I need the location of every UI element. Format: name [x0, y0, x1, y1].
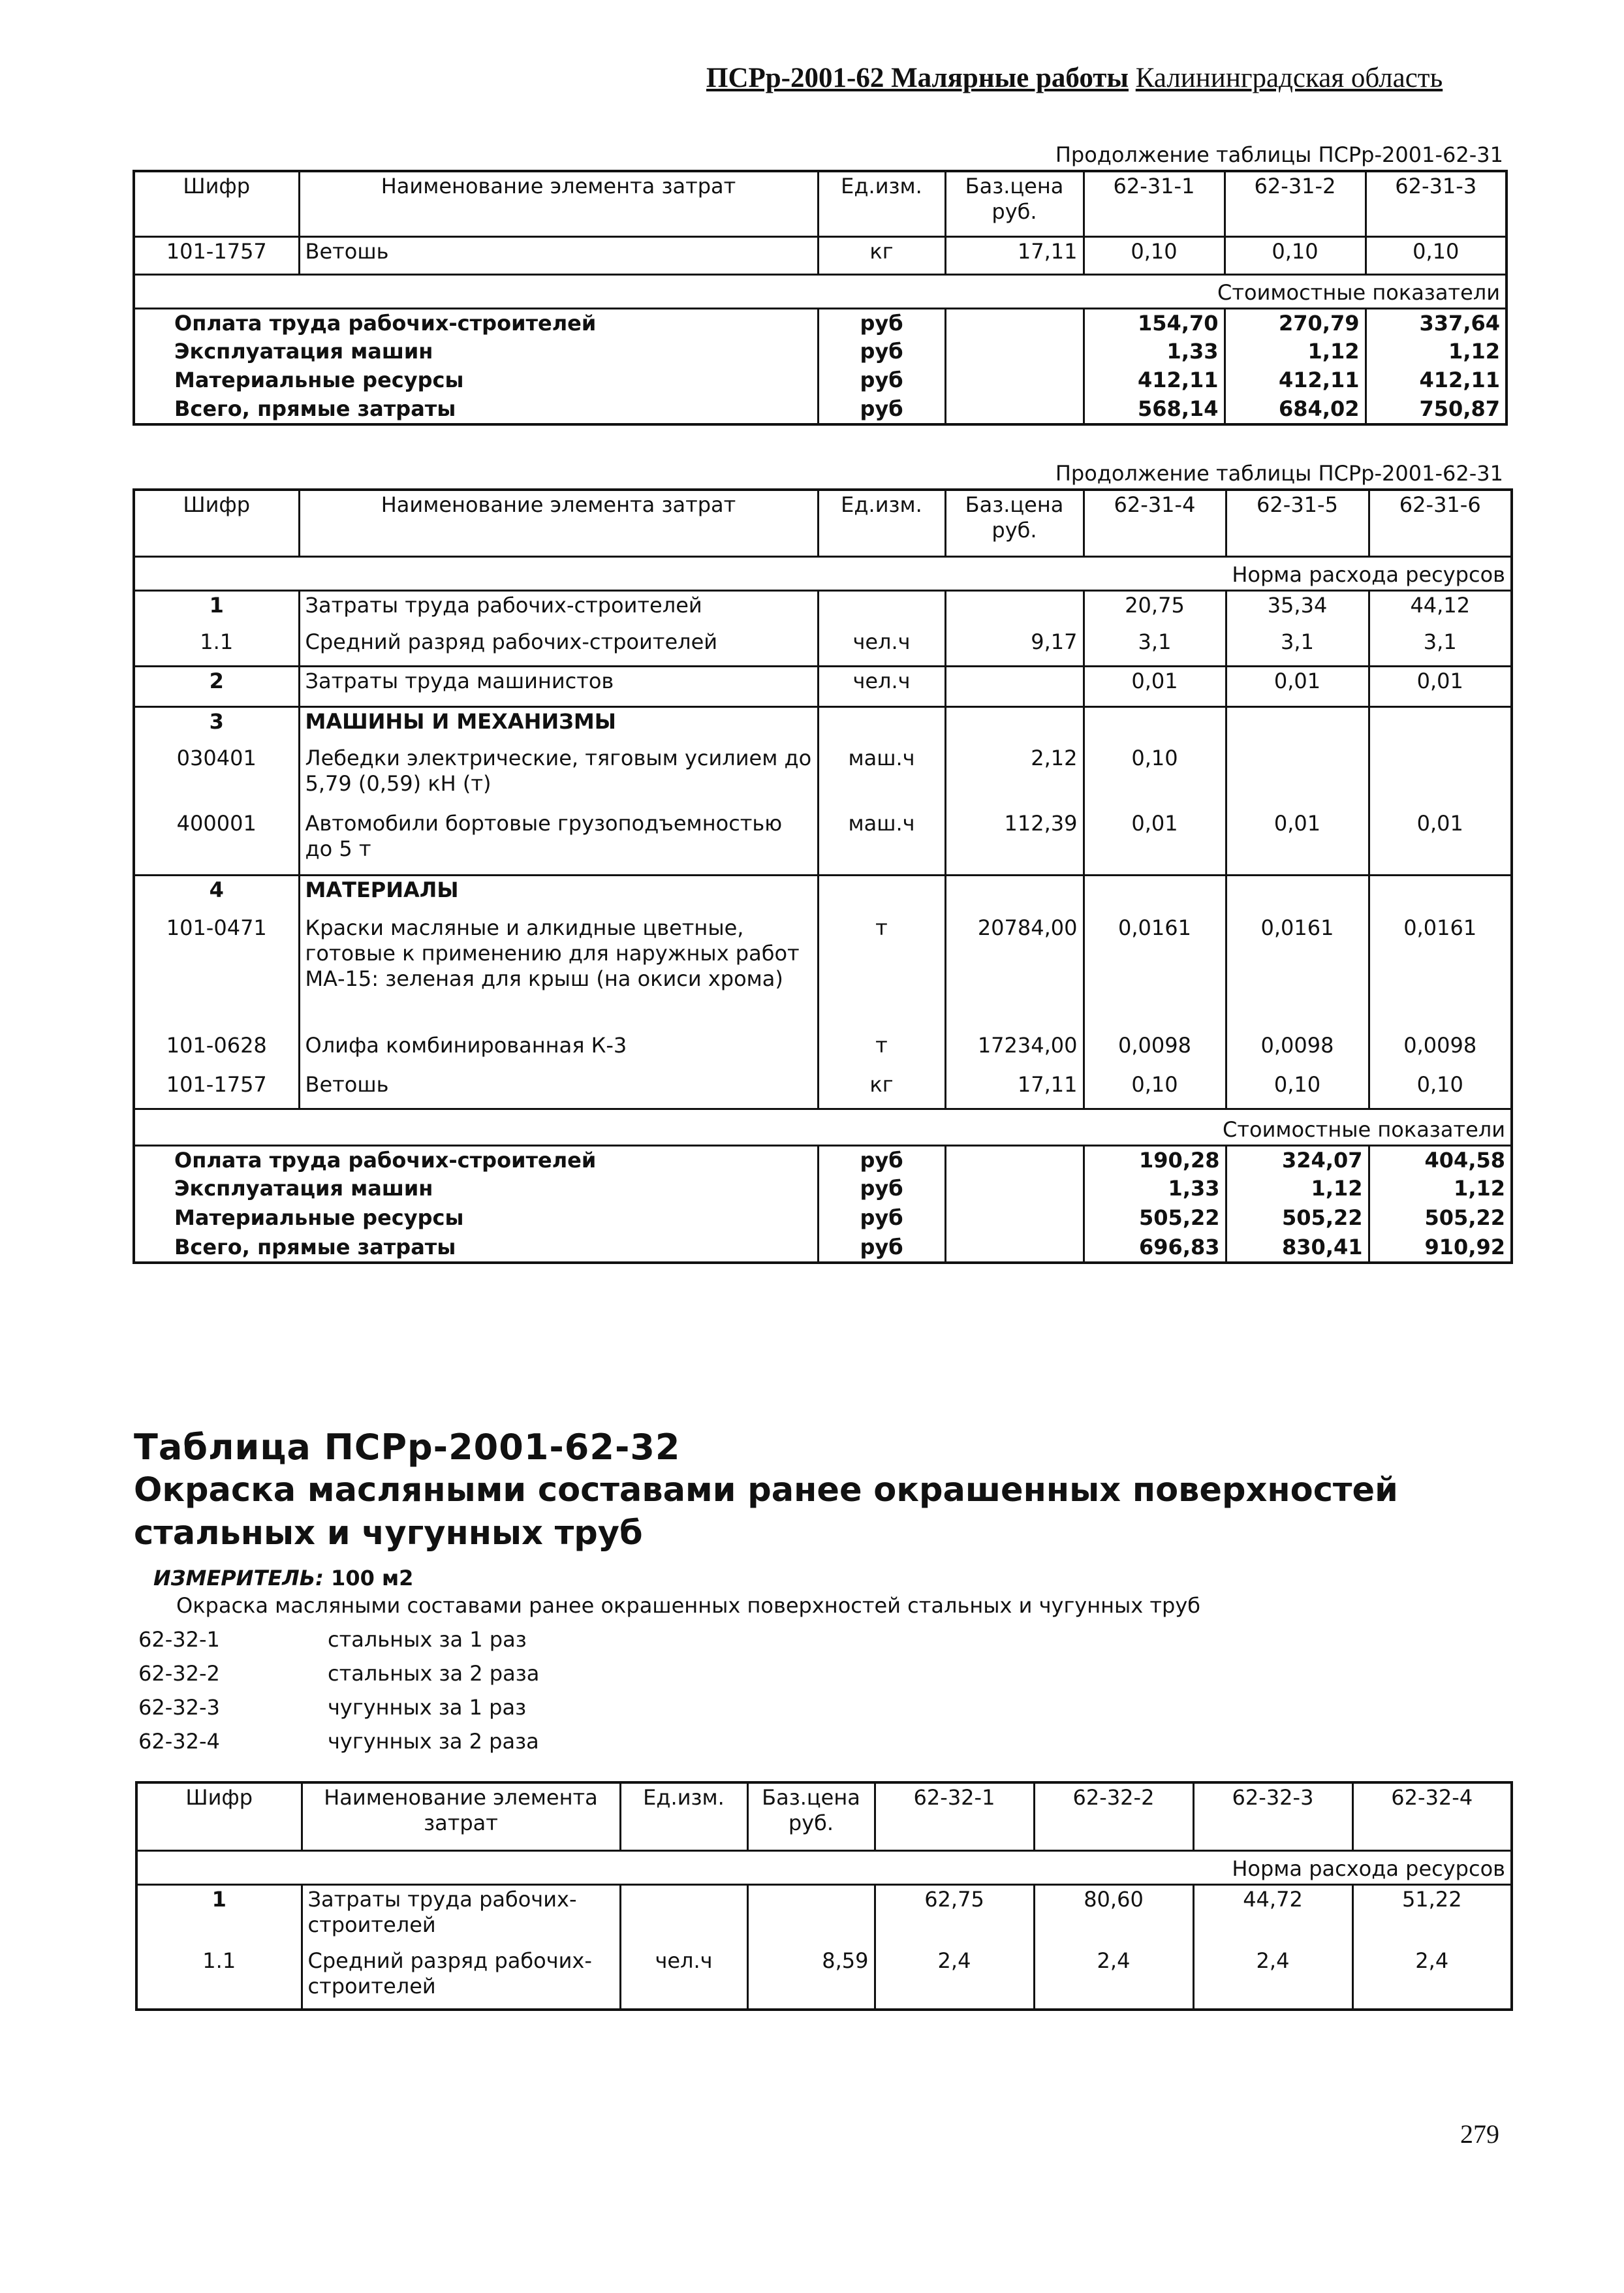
- cell-code: 400001: [134, 810, 299, 875]
- cost-value: 412,11: [1084, 366, 1225, 395]
- running-head: [706, 62, 1516, 94]
- table-row: [136, 1884, 1512, 1947]
- cell-name: МАШИНЫ И МЕХАНИЗМЫ: [299, 706, 818, 744]
- table-row: [136, 1947, 1512, 2010]
- cost-value: 505,22: [1226, 1204, 1369, 1233]
- cost-row: [134, 1175, 1512, 1204]
- cell-value: 0,0161: [1403, 915, 1477, 940]
- cell-unit: кг: [818, 236, 945, 274]
- cost-value: 154,70: [1084, 308, 1225, 338]
- cost-row: [134, 1204, 1512, 1233]
- cell-unit: [620, 1884, 747, 1947]
- header-name: Наименование элемента затрат: [299, 171, 818, 236]
- cell-code: 101-0628: [134, 1032, 299, 1071]
- table-row: [134, 875, 1512, 914]
- cost-name: Эксплуатация машин: [174, 1176, 433, 1201]
- cost-value: 270,79: [1225, 308, 1366, 338]
- cost-value: 1,12: [1225, 338, 1366, 366]
- cell-unit: [818, 706, 945, 744]
- cost-value: 324,07: [1226, 1145, 1369, 1175]
- table-row: [134, 810, 1512, 875]
- cost-section-label: Стоимостные показатели: [134, 1109, 1512, 1145]
- cell-unit: чел.ч: [818, 628, 945, 666]
- section-row: [134, 274, 1507, 308]
- cell-value: 0,01: [1369, 810, 1512, 875]
- cell-name: Краски масляные и алкидные цветные, готовые к применению для наружных работ МА-15: зеленая для крыш (на окиси хрома): [299, 914, 818, 1032]
- measure-line: [153, 1566, 413, 1590]
- section-row: [134, 1109, 1512, 1145]
- header-col: 62-31-3: [1366, 171, 1507, 236]
- cell-unit: т: [818, 914, 945, 1032]
- cell-price: 8,59: [747, 1947, 875, 2010]
- cost-value: 412,11: [1419, 367, 1500, 392]
- cost-name: Эксплуатация машин: [174, 338, 433, 364]
- cell-value: 0,01: [1369, 666, 1512, 706]
- cell-price: 112,39: [945, 810, 1084, 875]
- cell-unit: [818, 875, 945, 914]
- cost-value: 1,12: [1226, 1175, 1369, 1204]
- header-col: 62-31-6: [1369, 490, 1512, 556]
- cell-value: [1084, 706, 1226, 744]
- cell-price: 2,12: [945, 744, 1084, 810]
- cell-code: 3: [134, 706, 299, 744]
- cell-code: 1.1: [136, 1947, 302, 2010]
- table-62-32: [135, 1781, 1513, 2011]
- cost-name: Оплата труда рабочих-строителей: [174, 1147, 597, 1173]
- cell-code: 4: [134, 875, 299, 914]
- cell-value: 0,0098: [1084, 1032, 1226, 1071]
- cost-unit: руб: [818, 366, 945, 395]
- cell-price: 20784,00: [945, 914, 1084, 1032]
- header-col: 62-31-2: [1225, 171, 1366, 236]
- variant-code: 62-32-4: [138, 1729, 220, 1754]
- cost-name: Материальные ресурсы: [174, 367, 464, 392]
- cell-value: 35,34: [1226, 590, 1369, 628]
- variant-item: [138, 1695, 526, 1720]
- cell-value: 80,60: [1034, 1884, 1193, 1947]
- table-title: Таблица ПСРр-2001-62-32: [134, 1427, 681, 1468]
- cost-unit: руб: [818, 308, 945, 338]
- cost-name: Материальные ресурсы: [174, 1205, 464, 1230]
- norm-section-label: Норма расхода ресурсов: [134, 556, 1512, 590]
- cell-unit: чел.ч: [818, 666, 945, 706]
- header-unit: Ед.изм.: [818, 171, 945, 236]
- cell-code: 030401: [134, 744, 299, 810]
- continuation-label: Продолжение таблицы ПСРр-2001-62-31: [1055, 142, 1503, 167]
- cell-value: 0,10: [1225, 236, 1366, 274]
- cost-value: 684,02: [1225, 395, 1366, 424]
- cell-price: [945, 666, 1084, 706]
- cell-value: [1369, 744, 1512, 810]
- table-62-31-part1: [133, 170, 1508, 426]
- cost-unit: руб: [818, 395, 945, 424]
- cost-value: 568,14: [1084, 395, 1225, 424]
- cell-unit: т: [818, 1032, 945, 1071]
- cell-name: Затраты труда машинистов: [299, 666, 818, 706]
- cost-value: 505,22: [1084, 1204, 1226, 1233]
- cell-value: 44,12: [1410, 592, 1471, 618]
- cell-name: МАТЕРИАЛЫ: [299, 875, 818, 914]
- cell-price: 17,11: [945, 1071, 1084, 1109]
- header-unit: Ед.изм.: [620, 1782, 747, 1850]
- cell-code: 1.1: [134, 628, 299, 666]
- cell-value: [1226, 744, 1369, 810]
- variant-item: [138, 1627, 527, 1652]
- cell-value: 0,10: [1366, 236, 1507, 274]
- cell-price: [945, 706, 1084, 744]
- cost-value: 505,22: [1424, 1205, 1505, 1230]
- cell-value: [1084, 875, 1226, 914]
- variant-item: [138, 1729, 539, 1754]
- cost-section-label: Стоимостные показатели: [134, 274, 1507, 308]
- section-row: [136, 1850, 1512, 1884]
- header-col: 62-31-5: [1226, 490, 1369, 556]
- table-header-row: [134, 490, 1512, 556]
- cell-code: 1: [134, 590, 299, 628]
- cell-value: [1369, 875, 1512, 914]
- cost-value: 750,87: [1419, 396, 1500, 421]
- cost-value: 1,12: [1448, 338, 1500, 364]
- cell-value: 0,0098: [1403, 1033, 1477, 1058]
- cell-value: 2,4: [1034, 1947, 1193, 2010]
- variant-text: чугунных за 2 раза: [328, 1729, 539, 1754]
- cell-code: 101-0471: [134, 914, 299, 1032]
- table-row: [134, 1032, 1512, 1071]
- cell-value: [1369, 706, 1512, 744]
- cell-price: 9,17: [945, 628, 1084, 666]
- table-row: [134, 590, 1512, 628]
- cost-value: 696,83: [1084, 1233, 1226, 1263]
- cell-value: 2,4: [1415, 1948, 1449, 1973]
- cell-value: [1226, 875, 1369, 914]
- cost-value: 910,92: [1424, 1235, 1505, 1259]
- measure-value: 100 м2: [331, 1566, 414, 1590]
- cost-value: 404,58: [1424, 1147, 1505, 1173]
- cost-value: 412,11: [1225, 366, 1366, 395]
- cost-row: [134, 395, 1507, 424]
- header-col: 62-31-1: [1084, 171, 1225, 236]
- cell-name: Автомобили бортовые грузоподъемностью до 5 т: [299, 810, 818, 875]
- cost-row: [134, 1233, 1512, 1263]
- header-col: 62-32-3: [1193, 1782, 1352, 1850]
- cost-value: 1,33: [1084, 338, 1225, 366]
- cell-value: 3,1: [1226, 628, 1369, 666]
- cost-value: 1,33: [1084, 1175, 1226, 1204]
- cell-value: 0,0161: [1226, 914, 1369, 1032]
- cell-value: 44,72: [1193, 1884, 1352, 1947]
- cell-value: 0,01: [1226, 810, 1369, 875]
- table-row: [134, 744, 1512, 810]
- header-col: 62-32-2: [1034, 1782, 1193, 1850]
- table-subtitle: Окраска масляными составами ранее окрашенных поверхностей стальных и чугунных труб: [134, 1471, 1398, 1553]
- cost-value: 190,28: [1084, 1145, 1226, 1175]
- page-number: 279: [1460, 2119, 1499, 2149]
- cell-code: 2: [134, 666, 299, 706]
- variant-code: 62-32-2: [138, 1661, 220, 1686]
- cell-price: [747, 1884, 875, 1947]
- table-row: [134, 666, 1512, 706]
- cell-value: 62,75: [875, 1884, 1034, 1947]
- cell-value: 20,75: [1084, 590, 1226, 628]
- header-price: Баз.цена руб.: [945, 490, 1084, 556]
- table-row: [134, 706, 1512, 744]
- header-unit: Ед.изм.: [818, 490, 945, 556]
- variant-text: чугунных за 1 раз: [328, 1695, 527, 1720]
- header-name: Наименование элемента затрат: [299, 490, 818, 556]
- cost-row: [134, 308, 1507, 338]
- cell-value: [1226, 706, 1369, 744]
- cell-value: 0,0098: [1226, 1032, 1369, 1071]
- cell-name: Затраты труда рабочих-строителей: [302, 1884, 620, 1947]
- variant-code: 62-32-1: [138, 1627, 220, 1652]
- variant-item: [138, 1661, 539, 1686]
- measure-label: ИЗМЕРИТЕЛЬ:: [153, 1566, 324, 1590]
- table-header-row: [134, 171, 1507, 236]
- table-row: [134, 914, 1512, 1032]
- table-description: Окраска масляными составами ранее окрашенных поверхностей стальных и чугунных труб: [176, 1593, 1201, 1618]
- cell-value: 0,01: [1084, 666, 1226, 706]
- table-row: [134, 628, 1512, 666]
- cell-name: Средний разряд рабочих-строителей: [299, 628, 818, 666]
- cell-value: 2,4: [875, 1947, 1034, 2010]
- cell-name: Ветошь: [299, 236, 818, 274]
- table-row: [134, 236, 1507, 274]
- norm-section-label: Норма расхода ресурсов: [136, 1850, 1512, 1884]
- cost-row: [134, 366, 1507, 395]
- cost-name: Всего, прямые затраты: [174, 396, 456, 421]
- cost-unit: руб: [818, 338, 945, 366]
- cost-name: Оплата труда рабочих-строителей: [174, 310, 597, 336]
- cost-value: 1,12: [1454, 1176, 1505, 1201]
- cell-value: 0,10: [1084, 744, 1226, 810]
- header-code: Шифр: [136, 1782, 302, 1850]
- cell-value: 0,10: [1084, 1071, 1226, 1109]
- header-code: Шифр: [134, 171, 299, 236]
- cell-unit: чел.ч: [620, 1947, 747, 2010]
- cell-code: 101-1757: [134, 1071, 299, 1109]
- cell-value: 3,1: [1369, 628, 1512, 666]
- cell-value: 2,4: [1193, 1947, 1352, 2010]
- cell-unit: маш.ч: [818, 744, 945, 810]
- header-col: 62-32-1: [875, 1782, 1034, 1850]
- cost-unit: руб: [818, 1175, 945, 1204]
- cell-price: [945, 875, 1084, 914]
- header-price: Баз.цена руб.: [945, 171, 1084, 236]
- cost-unit: руб: [818, 1204, 945, 1233]
- variant-text: стальных за 2 раза: [328, 1661, 540, 1686]
- cost-unit: руб: [818, 1145, 945, 1175]
- cell-value: 0,01: [1084, 810, 1226, 875]
- cell-value: 0,0161: [1084, 914, 1226, 1032]
- cell-unit: маш.ч: [818, 810, 945, 875]
- cell-name: Средний разряд рабочих-строителей: [302, 1947, 620, 2010]
- cell-unit: [818, 590, 945, 628]
- cost-row: [134, 1145, 1512, 1175]
- cell-price: [945, 590, 1084, 628]
- cost-value: 337,64: [1419, 310, 1500, 336]
- header-col: 62-32-4: [1352, 1782, 1512, 1850]
- cost-name: Всего, прямые затраты: [174, 1235, 456, 1259]
- cell-name: Затраты труда рабочих-строителей: [299, 590, 818, 628]
- cell-value: 51,22: [1401, 1886, 1462, 1912]
- cell-price: 17234,00: [945, 1032, 1084, 1071]
- cell-value: 0,01: [1226, 666, 1369, 706]
- cell-name: Ветошь: [299, 1071, 818, 1109]
- section-row: [134, 556, 1512, 590]
- cell-value: 0,10: [1226, 1071, 1369, 1109]
- variant-text: стальных за 1 раз: [328, 1627, 527, 1652]
- continuation-label: Продолжение таблицы ПСРр-2001-62-31: [1055, 461, 1503, 486]
- header-col: 62-31-4: [1084, 490, 1226, 556]
- table-row: [134, 1071, 1512, 1109]
- cost-unit: руб: [818, 1233, 945, 1263]
- cell-code: 101-1757: [134, 236, 299, 274]
- variant-code: 62-32-3: [138, 1695, 220, 1720]
- header-price: Баз.цена руб.: [747, 1782, 875, 1850]
- cell-value: 0,10: [1369, 1071, 1512, 1109]
- cell-value: 3,1: [1084, 628, 1226, 666]
- cell-code: 1: [136, 1884, 302, 1947]
- cell-value: 0,10: [1084, 236, 1225, 274]
- running-head-region: Калининградская область: [1135, 63, 1443, 93]
- table-62-31-part2: [133, 488, 1513, 1264]
- cell-unit: кг: [818, 1071, 945, 1109]
- cell-name: Лебедки электрические, тяговым усилием до 5,79 (0,59) кН (т): [299, 744, 818, 810]
- table-header-row: [136, 1782, 1512, 1850]
- header-code: Шифр: [134, 490, 299, 556]
- cost-row: [134, 338, 1507, 366]
- header-name: Наименование элемента затрат: [302, 1782, 620, 1850]
- cell-name: Олифа комбинированная К-3: [299, 1032, 818, 1071]
- cost-value: 830,41: [1226, 1233, 1369, 1263]
- running-head-code: ПСРр-2001-62 Малярные работы: [706, 63, 1129, 93]
- cell-price: 17,11: [945, 236, 1084, 274]
